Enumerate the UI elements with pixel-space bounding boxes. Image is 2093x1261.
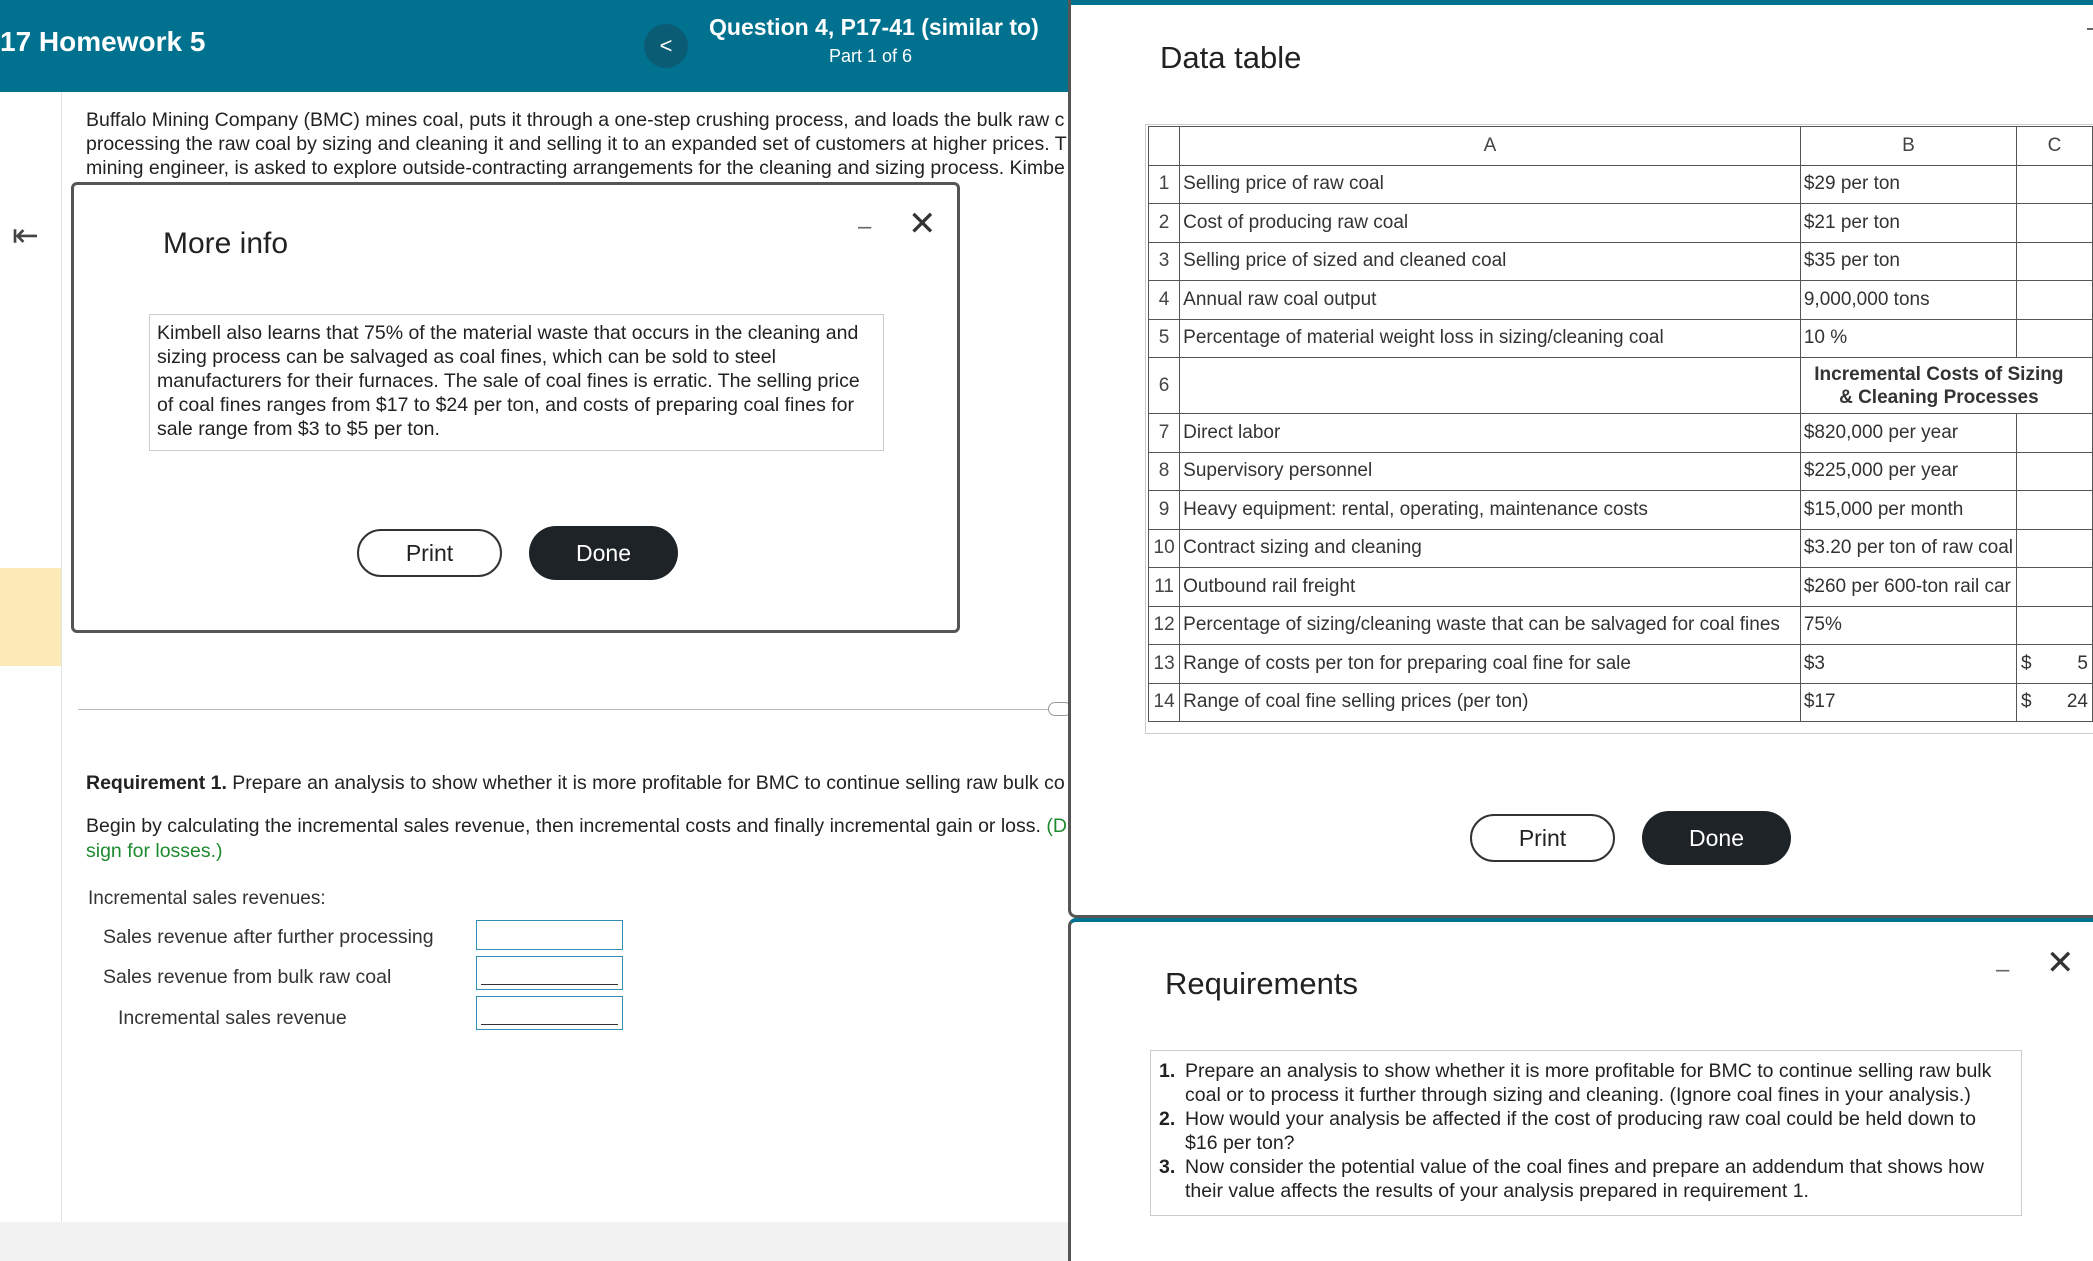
list-item [1159, 1107, 2013, 1155]
row-number: 1 [1149, 165, 1180, 204]
cell-c-symbol: $ [2021, 691, 2032, 713]
data-table-title: Data table [1160, 40, 1302, 75]
collapse-panel-icon[interactable]: ⇤ [12, 217, 39, 253]
row-number: 9 [1149, 491, 1180, 530]
cell-b: $21 per ton [1800, 204, 2016, 243]
row-number: 3 [1149, 242, 1180, 281]
cell-c [2017, 606, 2093, 645]
column-header-b: B [1800, 127, 2016, 166]
cell-b: $15,000 per month [1800, 491, 2016, 530]
minimize-icon[interactable]: – [858, 213, 872, 240]
cell-c-symbol: $ [2021, 652, 2032, 674]
close-icon[interactable]: ✕ [2046, 944, 2075, 982]
row-number: 7 [1149, 414, 1180, 453]
cell-a: Cost of producing raw coal [1180, 204, 1801, 243]
requirements-title: Requirements [1165, 966, 1358, 1001]
divider-handle[interactable] [1048, 702, 1068, 716]
cell-c [2017, 204, 2093, 243]
cell-c [2017, 529, 2093, 568]
question-part: Part 1 of 6 [829, 46, 913, 66]
done-button[interactable]: Done [529, 526, 678, 580]
cell-b: $225,000 per year [1800, 452, 2016, 491]
cell-b: $3.20 per ton of raw coal [1800, 529, 2016, 568]
item-text: How would your analysis be affected if the cost of producing raw coal could be held down to $16 per ton? [1185, 1108, 1976, 1154]
table-row [1149, 281, 2093, 320]
item-number: 1. [1159, 1060, 1176, 1082]
cell-a: Outbound rail freight [1180, 568, 1801, 607]
top-bar [0, 0, 1068, 92]
row-number: 10 [1149, 529, 1180, 568]
cell-b: $3 [1800, 645, 2016, 684]
item-text: Now consider the potential value of the coal fines and prepare an addendum that shows how their value affects the results of your analysis prepared in requirement 1. [1185, 1156, 1984, 1202]
requirements-list [1150, 1050, 2022, 1216]
incremental-costs-header [1800, 358, 2092, 414]
cell-b: $17 [1800, 683, 2016, 722]
cell-c [2017, 645, 2093, 684]
row-number: 5 [1149, 319, 1180, 358]
instructions-text: Begin by calculating the incremental sales revenue, then incremental costs and finally incremental gain or loss. [86, 815, 1041, 837]
cell-b: 75% [1800, 606, 2016, 645]
close-icon[interactable]: ✕ [908, 205, 937, 243]
row-label-bulk-raw: Sales revenue from bulk raw coal [103, 966, 392, 988]
row-label-incremental: Incremental sales revenue [118, 1007, 347, 1029]
row-number: 4 [1149, 281, 1180, 320]
cell-b: $260 per 600-ton rail car [1800, 568, 2016, 607]
print-button[interactable]: Print [1470, 814, 1615, 862]
cell-a: Range of coal fine selling prices (per ton) [1180, 683, 1801, 722]
incremental-costs-header-text: Incremental Costs of Sizing & Cleaning Processes [1814, 363, 2064, 408]
print-button[interactable]: Print [357, 529, 502, 577]
cell-b: 9,000,000 tons [1800, 281, 2016, 320]
cell-a: Contract sizing and cleaning [1180, 529, 1801, 568]
table-row [1149, 204, 2093, 243]
column-header-c: C [2017, 127, 2093, 166]
rail-highlight [0, 568, 61, 666]
cell-b: 10 % [1800, 319, 2016, 358]
table-row [1149, 606, 2093, 645]
minimize-icon[interactable]: – [1996, 956, 2010, 983]
requirement-1 [86, 772, 1068, 795]
cell-c [2017, 568, 2093, 607]
cell-c [2017, 414, 2093, 453]
instructions-note-cont: sign for losses.) [86, 840, 223, 862]
table-row [1149, 529, 2093, 568]
row-number: 11 [1149, 568, 1180, 607]
cell-a [1180, 358, 1801, 414]
row-number: 6 [1149, 358, 1180, 414]
problem-statement [86, 108, 1068, 180]
row-label-after-processing: Sales revenue after further processing [103, 926, 434, 948]
more-info-dialog [71, 182, 960, 633]
problem-line: mining engineer, is asked to explore outside-contracting arrangements for the cleaning and sizing process. Kimbe [86, 157, 1065, 179]
item-number: 2. [1159, 1108, 1176, 1130]
cell-b: $29 per ton [1800, 165, 2016, 204]
more-info-title: More info [163, 227, 289, 260]
table-row [1149, 414, 2093, 453]
instructions [86, 814, 1068, 864]
problem-line: processing the raw coal by sizing and cleaning it and selling it to an expanded set of customers at higher prices. T [86, 133, 1067, 155]
minimize-icon[interactable] [2087, 28, 2093, 30]
cell-c [2017, 319, 2093, 358]
row-number: 14 [1149, 683, 1180, 722]
previous-question-button[interactable]: < [644, 24, 688, 68]
row-number: 12 [1149, 606, 1180, 645]
cell-c [2017, 165, 2093, 204]
cell-a: Percentage of sizing/cleaning waste that can be salvaged for coal fines [1180, 606, 1801, 645]
corner-cell [1149, 127, 1180, 166]
list-item [1159, 1155, 2013, 1203]
requirement-1-label: Requirement 1. [86, 772, 227, 794]
cell-b: $820,000 per year [1800, 414, 2016, 453]
incremental-heading: Incremental sales revenues: [88, 888, 326, 909]
cell-a: Percentage of material weight loss in sizing/cleaning coal [1180, 319, 1801, 358]
cell-a: Selling price of raw coal [1180, 165, 1801, 204]
row-number: 2 [1149, 204, 1180, 243]
requirement-1-text: Prepare an analysis to show whether it is more profitable for BMC to continue selling raw bulk co [226, 772, 1065, 794]
table-row [1149, 452, 2093, 491]
homework-title: 17 Homework 5 [0, 26, 206, 57]
sales-bulk-raw-input[interactable] [476, 956, 623, 990]
table-row [1149, 319, 2093, 358]
requirements-window [1068, 918, 2093, 1261]
cell-c-value: 5 [2077, 652, 2088, 674]
row-number: 13 [1149, 645, 1180, 684]
item-text: Prepare an analysis to show whether it is more profitable for BMC to continue selling raw bulk coal or to process it further through sizing and cleaning. (Ignore coal fines in your analysis.) [1185, 1060, 1992, 1106]
table-row [1149, 645, 2093, 684]
data-table [1148, 126, 2093, 722]
instructions-note: (D [1040, 815, 1067, 837]
cell-a: Direct labor [1180, 414, 1801, 453]
item-number: 3. [1159, 1156, 1176, 1178]
cell-a: Heavy equipment: rental, operating, maintenance costs [1180, 491, 1801, 530]
cell-a: Supervisory personnel [1180, 452, 1801, 491]
cell-a: Annual raw coal output [1180, 281, 1801, 320]
data-table-window [1068, 0, 2093, 918]
column-header-a: A [1180, 127, 1801, 166]
cell-a: Selling price of sized and cleaned coal [1180, 242, 1801, 281]
cell-c [2017, 242, 2093, 281]
cell-c [2017, 683, 2093, 722]
table-row [1149, 568, 2093, 607]
table-row [1149, 491, 2093, 530]
footer-strip [0, 1222, 1068, 1261]
row-number: 8 [1149, 452, 1180, 491]
left-rail [0, 92, 62, 1222]
table-row [1149, 165, 2093, 204]
content-divider [78, 709, 1068, 710]
table-row [1149, 683, 2093, 722]
done-button[interactable]: Done [1642, 811, 1791, 865]
table-row [1149, 358, 2093, 414]
window-accent [1071, 0, 2093, 5]
cell-b: $35 per ton [1800, 242, 2016, 281]
cell-c [2017, 281, 2093, 320]
table-row [1149, 242, 2093, 281]
cell-c [2017, 491, 2093, 530]
sales-after-processing-input[interactable] [476, 920, 623, 950]
list-item [1159, 1059, 2013, 1107]
cell-c-value: 24 [2066, 691, 2088, 713]
cell-a: Range of costs per ton for preparing coal fine for sale [1180, 645, 1801, 684]
more-info-text: Kimbell also learns that 75% of the material waste that occurs in the cleaning and sizing process can be salvaged as coal fines, which can be sold to steel manufacturers for their furnaces. The sale of coal fines is erratic. The selling price of coal fines ranges from $17 to $24 per ton, and costs of preparing coal fines for sale range from $3 to $5 per ton. [149, 314, 884, 451]
column-header-row [1149, 127, 2093, 166]
problem-line: Buffalo Mining Company (BMC) mines coal, puts it through a one-step crushing process, and loads the bulk raw c [86, 109, 1065, 131]
question-title: Question 4, P17-41 (similar to) [709, 14, 1039, 40]
cell-c [2017, 452, 2093, 491]
incremental-sales-input[interactable] [476, 996, 623, 1030]
